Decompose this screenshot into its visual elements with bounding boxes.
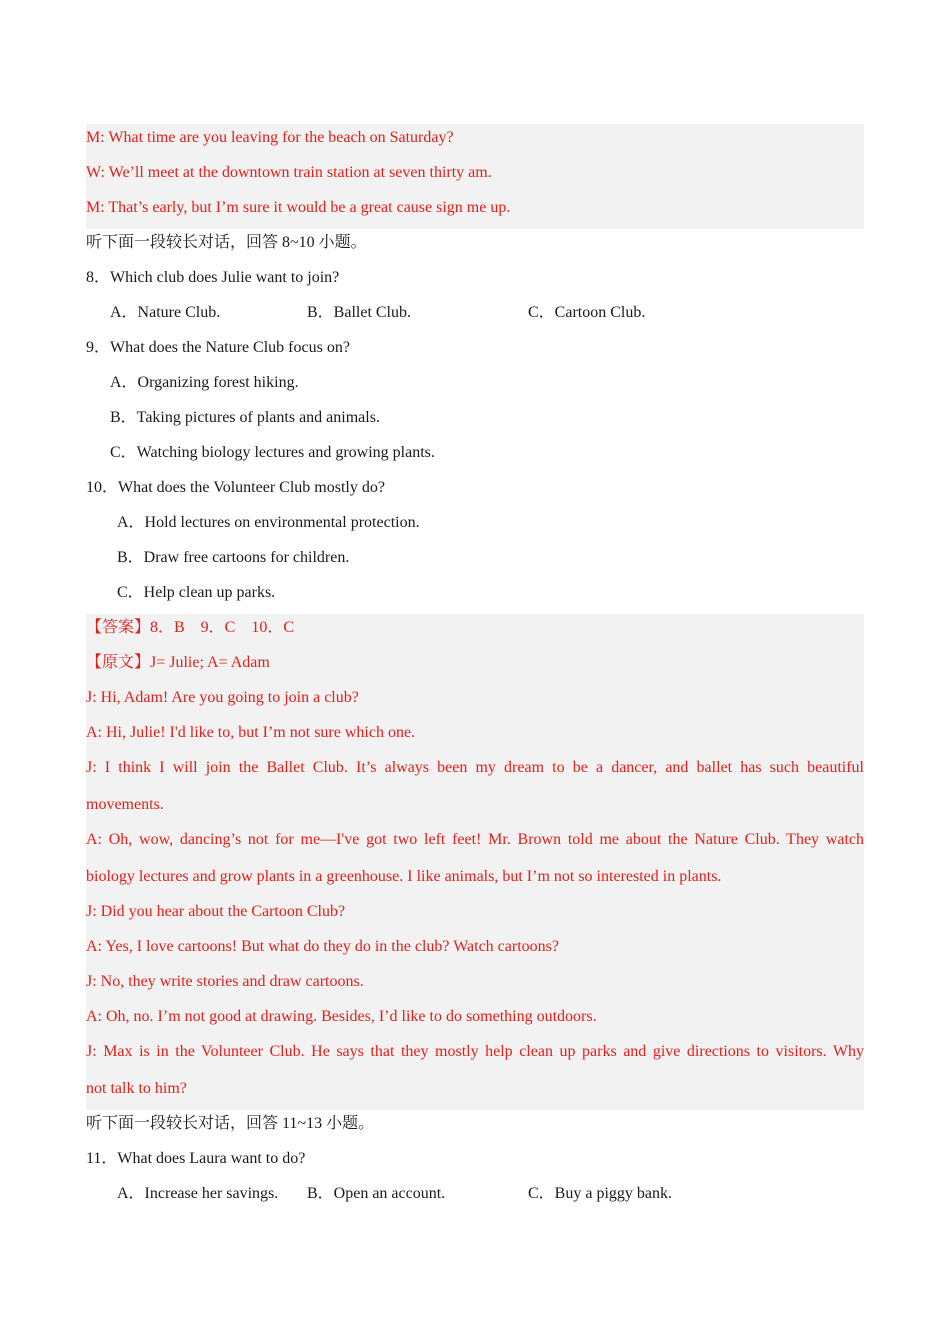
transcript-block-a [86, 124, 864, 229]
transcript-line: J: Max is in the Volunteer Club. He says that they mostly help clean up parks and give directions to visitors. Why [86, 1043, 864, 1060]
option-a: A．Hold lectures on environmental protection. [117, 514, 420, 531]
transcript-line: M: What time are you leaving for the beach on Saturday? [86, 129, 454, 146]
question-10-stem: 10．What does the Volunteer Club mostly do? [86, 479, 385, 496]
answer-block [86, 614, 864, 1110]
transcript-line: biology lectures and grow plants in a greenhouse. I like animals, but I’m not so interested in plants. [86, 868, 722, 885]
answer-key: 【答案】8．B 9．C 10．C [86, 619, 295, 636]
section-instruction-8-10: 听下面一段较长对话，回答 8~10 小题。 [86, 234, 367, 251]
transcript-heading: 【原文】J= Julie; A= Adam [86, 654, 270, 671]
option-a: A．Organizing forest hiking. [110, 374, 299, 391]
option-c: C．Watching biology lectures and growing plants. [110, 444, 435, 461]
transcript-line: A: Oh, wow, dancing’s not for me—I've got two left feet! Mr. Brown told me about the Nature Club. They watch [86, 831, 864, 848]
transcript-line: not talk to him? [86, 1080, 187, 1097]
transcript-line: M: That’s early, but I’m sure it would be a great cause sign me up. [86, 199, 511, 216]
transcript-line: A: Hi, Julie! I'd like to, but I’m not sure which one. [86, 724, 416, 741]
question-11-stem: 11．What does Laura want to do? [86, 1150, 306, 1167]
option-c: C．Buy a piggy bank. [528, 1185, 672, 1202]
question-9-stem: 9．What does the Nature Club focus on? [86, 339, 350, 356]
transcript-line: J: Hi, Adam! Are you going to join a club? [86, 689, 359, 706]
question-8-stem: 8．Which club does Julie want to join? [86, 269, 340, 286]
option-a: A．Increase her savings. [117, 1185, 279, 1202]
option-b: B．Taking pictures of plants and animals. [110, 409, 380, 426]
document-page [86, 124, 864, 1215]
transcript-line: J: No, they write stories and draw cartoons. [86, 973, 364, 990]
option-c: C．Cartoon Club. [528, 304, 646, 321]
option-b: B．Ballet Club. [307, 304, 412, 321]
transcript-line: A: Oh, no. I’m not good at drawing. Besides, I’d like to do something outdoors. [86, 1008, 597, 1025]
transcript-line: A: Yes, I love cartoons! But what do they do in the club? Watch cartoons? [86, 938, 559, 955]
transcript-line: W: We’ll meet at the downtown train station at seven thirty am. [86, 164, 492, 181]
question-11-options [86, 1180, 864, 1215]
question-8-options [86, 299, 864, 334]
transcript-line: J: Did you hear about the Cartoon Club? [86, 903, 346, 920]
option-a: A．Nature Club. [110, 304, 221, 321]
option-c: C．Help clean up parks. [117, 584, 276, 601]
transcript-line: movements. [86, 796, 164, 813]
transcript-line: J: I think I will join the Ballet Club. It’s always been my dream to be a dancer, and ballet has such beautiful [86, 759, 864, 776]
option-b: B．Draw free cartoons for children. [117, 549, 350, 566]
section-instruction-11-13: 听下面一段较长对话，回答 11~13 小题。 [86, 1115, 375, 1132]
option-b: B．Open an account. [307, 1185, 446, 1202]
